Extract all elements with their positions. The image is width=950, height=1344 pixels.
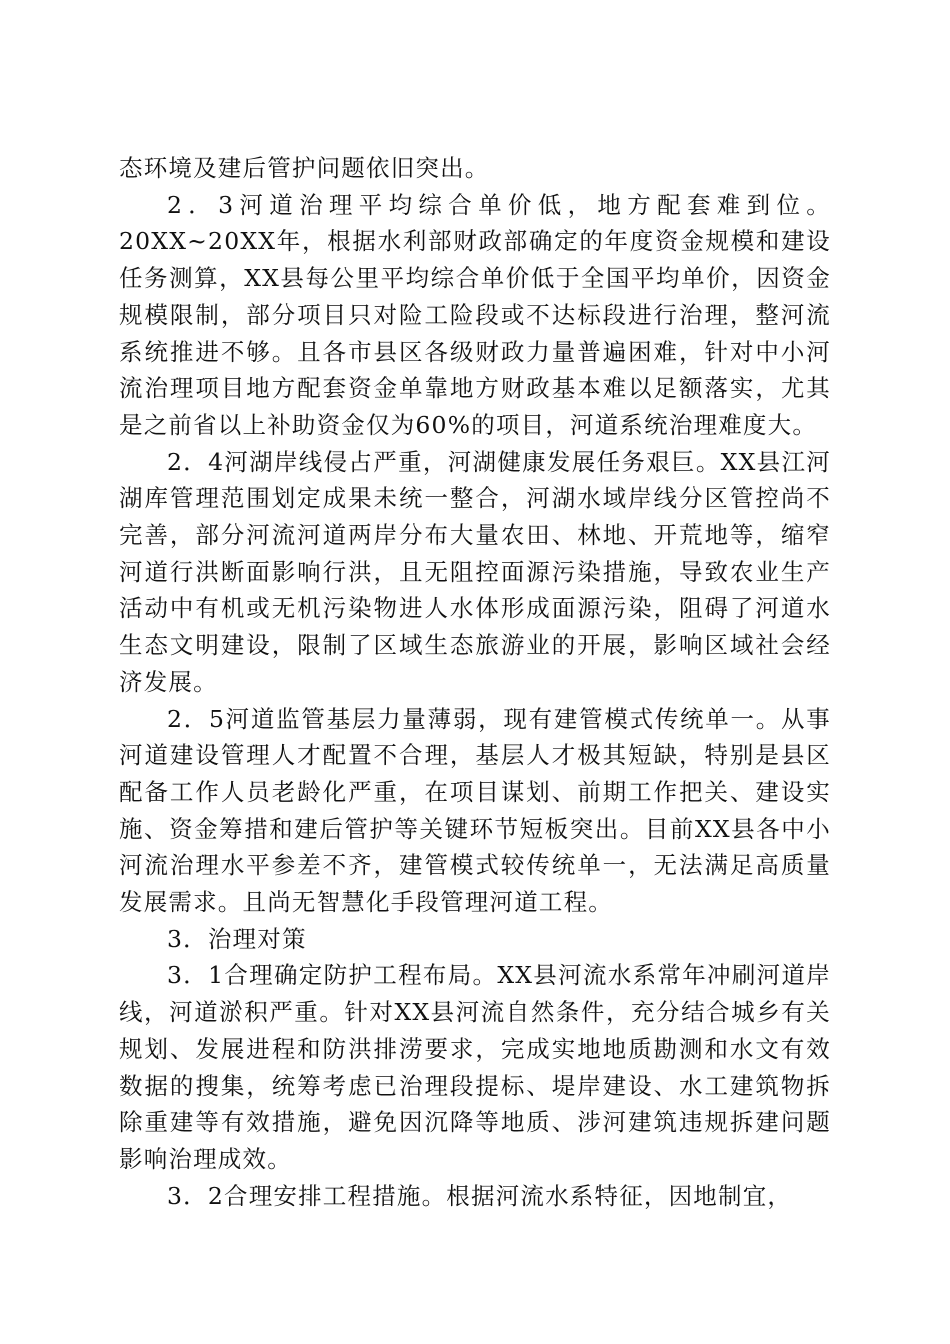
- paragraph-3-2: 3．2合理安排工程措施。根据河流水系特征，因地制宜，: [167, 1181, 793, 1210]
- paragraph-2-5: 2．5河道监管基层力量薄弱，现有建管模式传统单一。从事河道建设管理人才配置不合理，基层人才极其短缺，特别是县区配备工作人员老龄化严重，在项目谋划、前期工作把关、建设实施、资金筹措和建后管护等关键环节短板突出。目前XX县各中小河流治理水平参差不齐，建管模式较传统单一，无法满足高质量发展需求。且尚无智慧化手段管理河道工程。: [119, 704, 831, 917]
- paragraph-continuation: 态环境及建后管护问题依旧突出。: [119, 154, 490, 182]
- paragraph-2-4: 2．4河湖岸线侵占严重，河湖健康发展任务艰巨。XX县江河湖库管理范围划定成果未统一整合，河湖水域岸线分区管控尚不完善，部分河流河道两岸分布大量农田、林地、开荒地等，缩窄河道行洪断面影响行洪，且无阻控面源污染措施，导致农业生产活动中有机或无机污染物进人水体形成面源污染，阻碍了河道水生态文明建设，限制了区域生态旅游业的开展，影响区域社会经济发展。: [119, 447, 831, 696]
- section-heading-3: 3．治理对策: [167, 924, 307, 953]
- paragraph-3-1: 3．1合理确定防护工程布局。XX县河流水系常年冲刷河道岸线，河道淤积严重。针对XX县河流自然条件，充分结合城乡有关规划、发展进程和防洪排涝要求，完成实地地质勘测和水文有效数据的搜集，统筹考虑已治理段提标、堤岸建设、水工建筑物拆除重建等有效措施，避免因沉降等地质、涉河建筑违规拆建问题影响治理成效。: [119, 961, 831, 1173]
- paragraph-2-3: 2．3河道治理平均综合单价低，地方配套难到位。20XX~20XX年，根据水利部财政部确定的年度资金规模和建设任务测算，XX县每公里平均综合单价低于全国平均单价，因资金规模限制，部分项目只对险工险段或不达标段进行治理，整河流系统推进不够。且各市县区各级财政力量普遍困难，针对中小河流治理项目地方配套资金单靠地方财政基本难以足额落实，尤其是之前省以上补助资金仅为60%的项目，河道系统治理难度大。: [119, 190, 831, 439]
- document-page: [119, 150, 831, 1214]
